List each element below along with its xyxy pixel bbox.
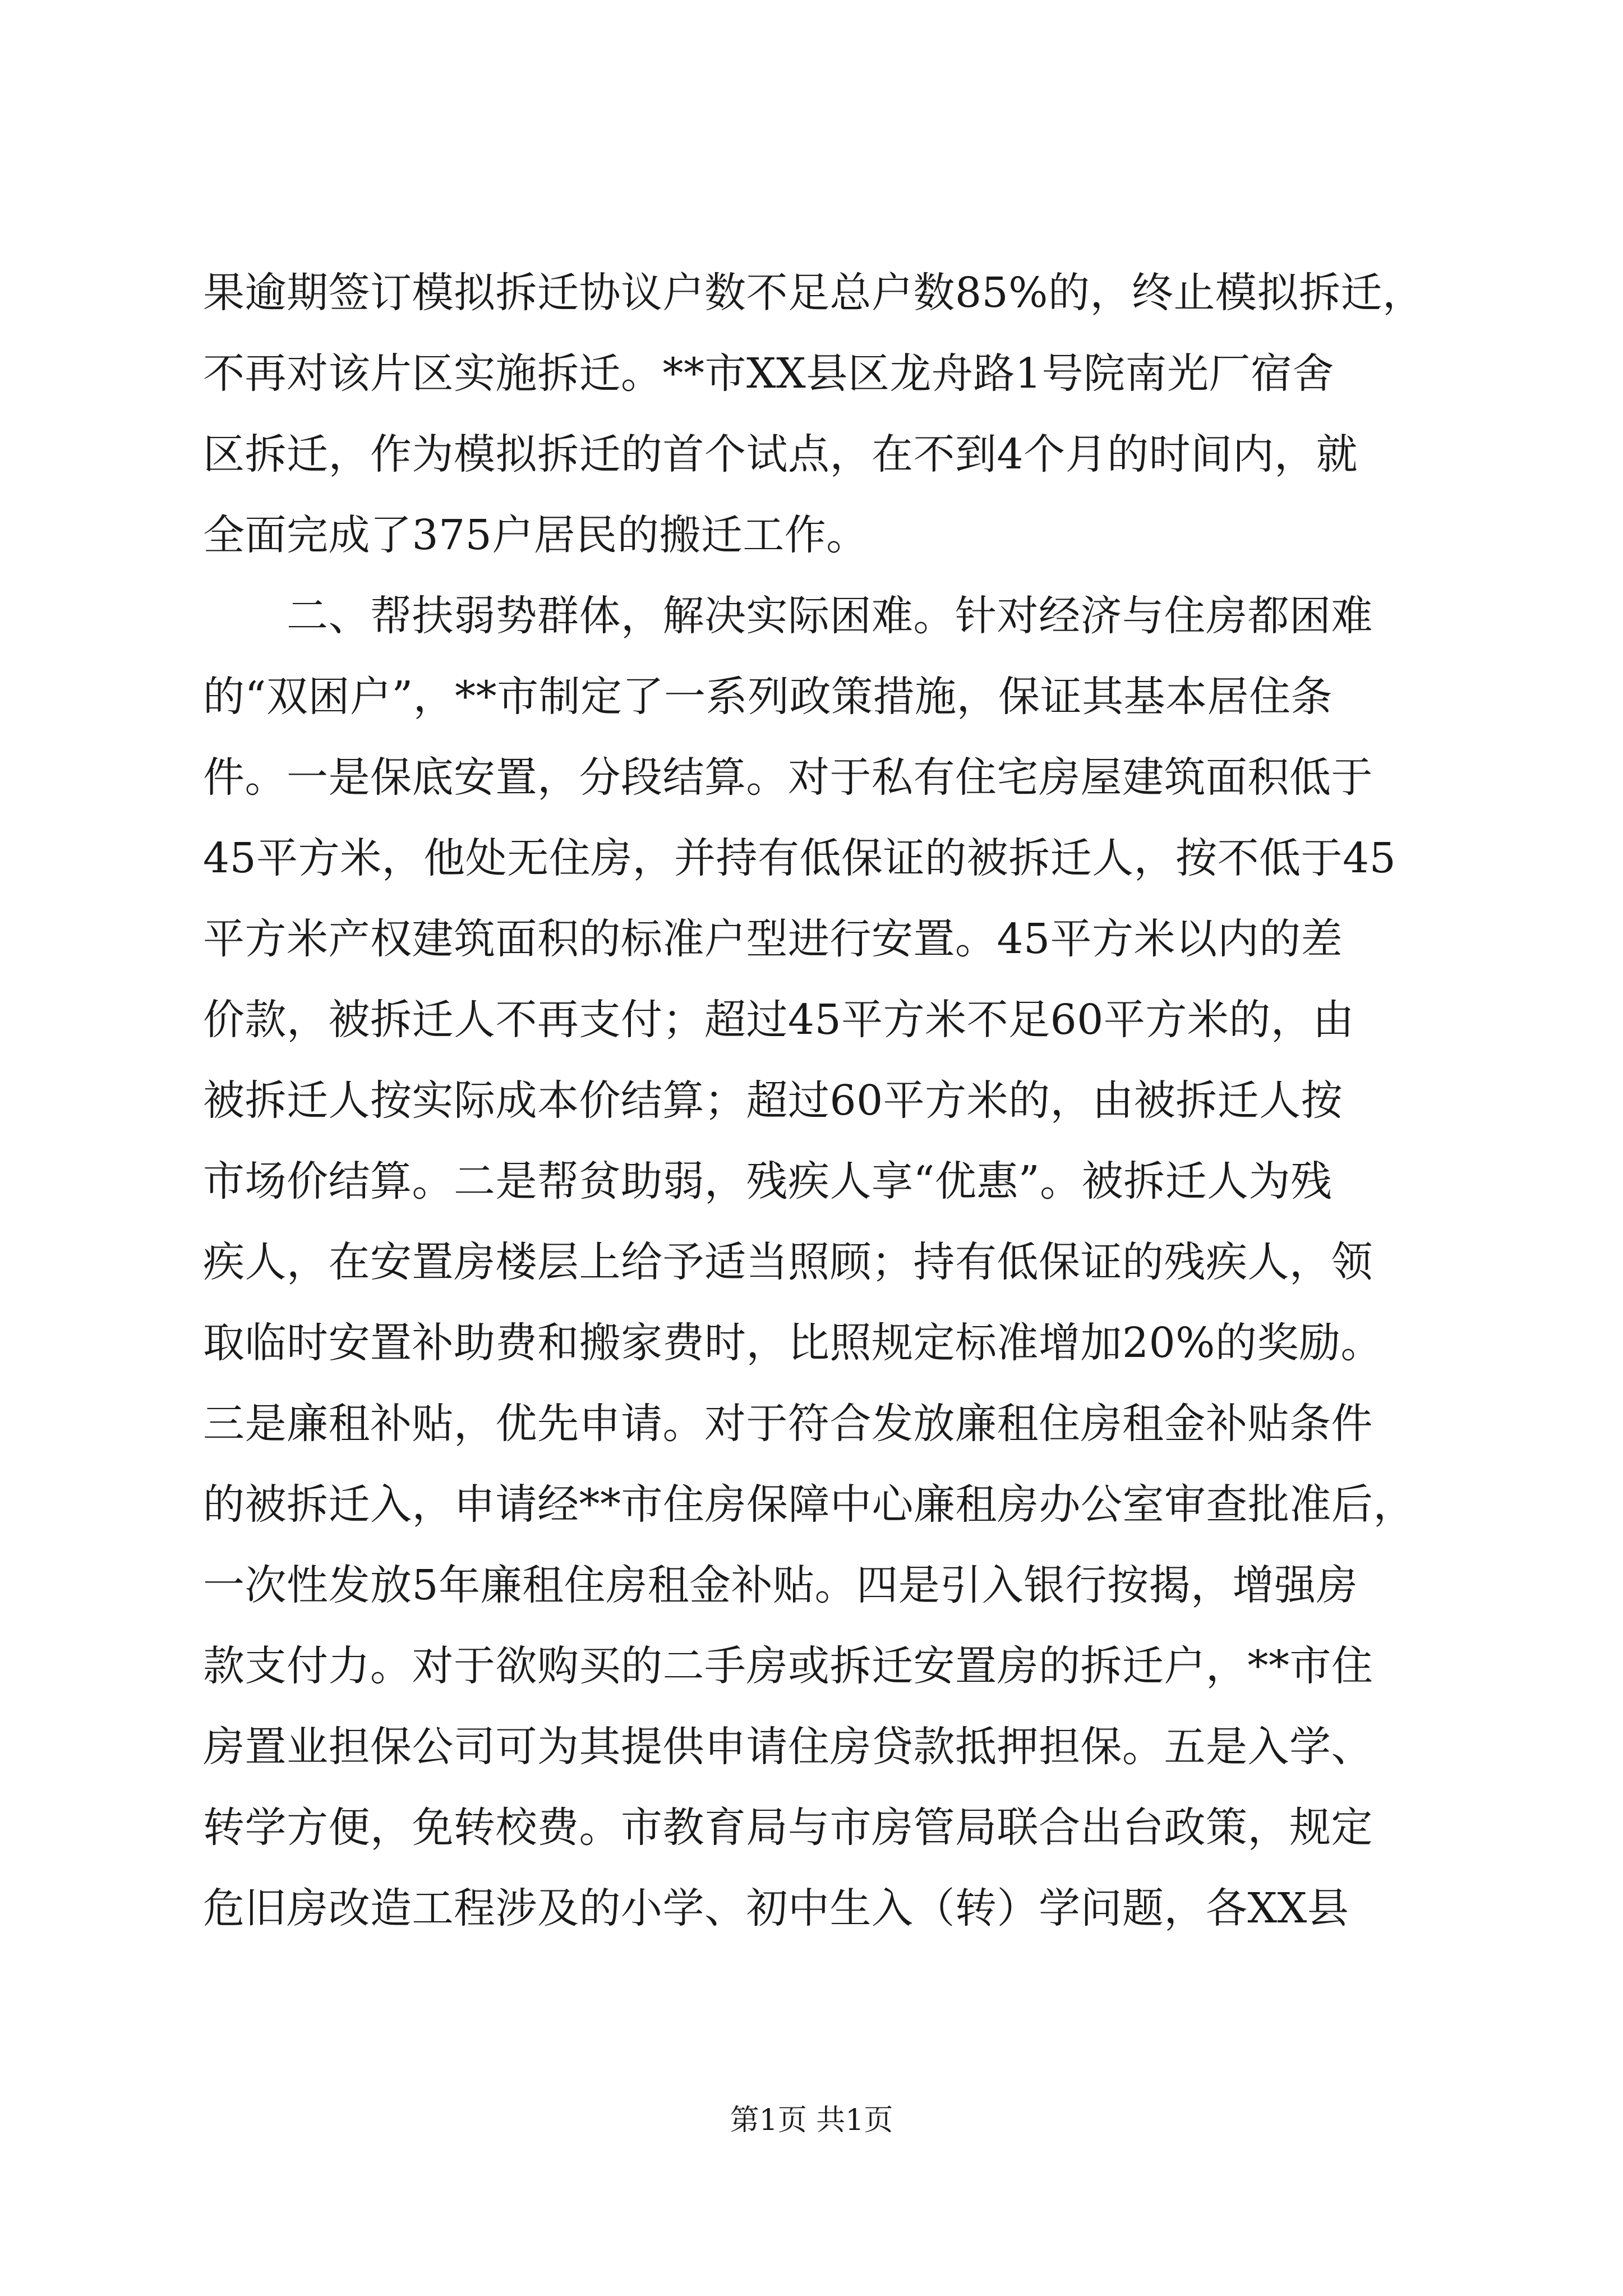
- text-line: 价款，被拆迁人不再支付；超过45平方米不足60平方米的，由: [203, 996, 1354, 1044]
- text-line: 危旧房改造工程涉及的小学、初中生入（转）学问题，各XX县: [203, 1884, 1349, 1932]
- text-line: 全面完成了375户居民的搬迁工作。: [203, 511, 868, 559]
- page-number-label: 第1页 共1页: [730, 2104, 893, 2137]
- text-line: 的“双困户”，**市制定了一系列政策措施，保证其基本居住条: [203, 673, 1333, 721]
- page-footer: [0, 2101, 1623, 2140]
- text-line: 转学方便，免转校费。市教育局与市房管局联合出台政策，规定: [203, 1803, 1373, 1852]
- text-line: 被拆迁人按实际成本价结算；超过60平方米的，由被拆迁人按: [203, 1076, 1343, 1125]
- text-line: 果逾期签订模拟拆迁协议户数不足总户数85%的，终止模拟拆迁，: [203, 269, 1424, 317]
- text-line: 一次性发放5年廉租住房租金补贴。四是引入银行按揭，增强房: [203, 1561, 1358, 1609]
- text-line: 的被拆迁入，申请经**市住房保障中心廉租房办公室审查批准后，: [203, 1480, 1415, 1529]
- text-line: 不再对该片区实施拆迁。**市XX县区龙舟路1号院南光厂宿舍: [203, 349, 1334, 398]
- text-line: 市场价结算。二是帮贫助弱，残疾人享“优惠”。被拆迁人为残: [203, 1157, 1332, 1205]
- text-line: 取临时安置补助费和搬家费时，比照规定标准增加20%的奖励。: [203, 1319, 1382, 1367]
- text-line: 房置业担保公司可为其提供申请住房贷款抵押担保。五是入学、: [203, 1723, 1373, 1771]
- text-line: 平方米产权建筑面积的标准户型进行安置。45平方米以内的差: [203, 915, 1343, 963]
- text-line: 二、帮扶弱势群体，解决实际困难。针对经济与住房都困难: [203, 592, 1373, 640]
- text-line: 区拆迁，作为模拟拆迁的首个试点，在不到4个月的时间内，就: [203, 430, 1358, 478]
- text-line: 45平方米，他处无住房，并持有低保证的被拆迁人，按不低于45: [203, 834, 1396, 882]
- text-line: 三是廉租补贴，优先申请。对于符合发放廉租住房租金补贴条件: [203, 1400, 1373, 1448]
- body-text: [203, 252, 1426, 1949]
- text-line: 款支付力。对于欲购买的二手房或拆迁安置房的拆迁户，**市住: [203, 1642, 1373, 1690]
- text-line: 件。一是保底安置，分段结算。对于私有住宅房屋建筑面积低于: [203, 753, 1373, 802]
- text-line: 疾人，在安置房楼层上给予适当照顾；持有低保证的残疾人，领: [203, 1238, 1373, 1286]
